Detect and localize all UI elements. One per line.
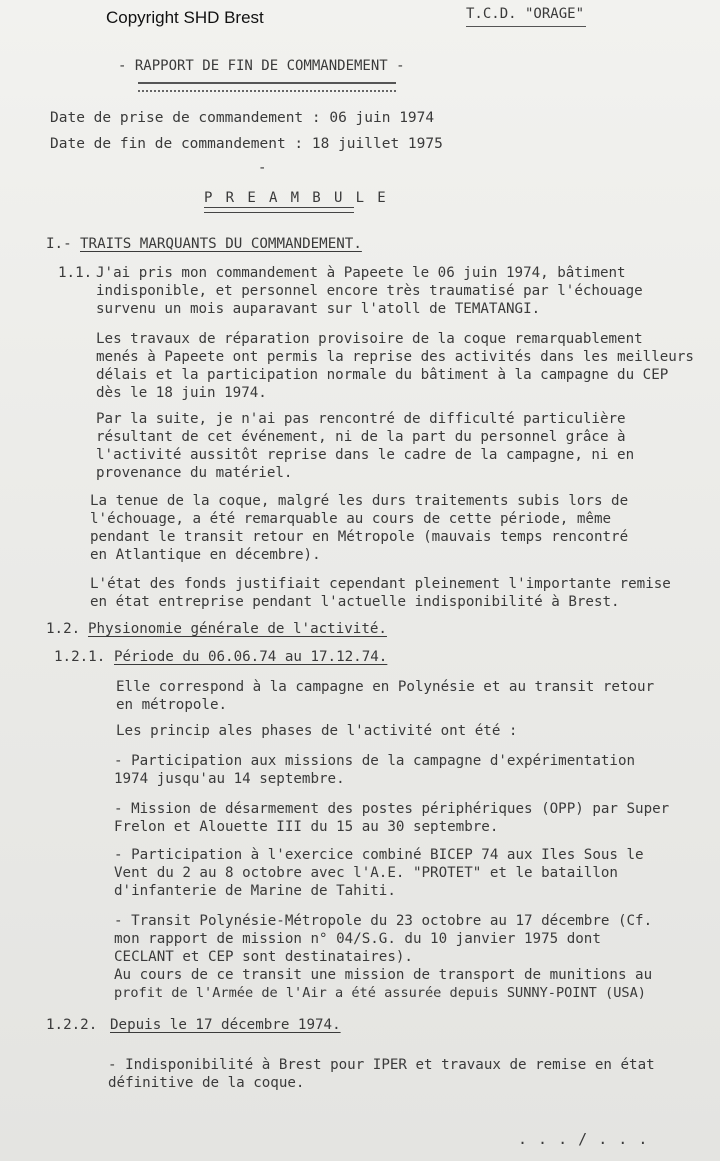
- s11-line-3: survenu un mois auparavant sur l'atoll de TEMATANGI.: [96, 301, 541, 317]
- ship-underline: [466, 26, 586, 27]
- phase-3-line-1: - Participation à l'exercice combiné BICEP 74 aux Iles Sous le: [114, 847, 644, 863]
- s11-line-2: indisponible, et personnel encore très traumatisé par l'échouage: [96, 283, 643, 299]
- phase-4-line-1: - Transit Polynésie-Métropole du 23 octobre au 17 décembre (Cf.: [114, 913, 653, 929]
- phase-2-line-2: Frelon et Alouette III du 15 au 30 septembre.: [114, 819, 499, 835]
- phase-1-line-1: - Participation aux missions de la campagne d'expérimentation: [114, 753, 636, 769]
- paragraph-1-line-1: Les travaux de réparation provisoire de la coque remarquablement: [96, 331, 643, 347]
- phase-4-line-5: profit de l'Armée de l'Air a été assurée depuis SUNNY-POINT (USA): [114, 985, 646, 1001]
- date-start: Date de prise de commandement : 06 juin 1974: [50, 110, 435, 126]
- paragraph-1-line-2: menés à Papeete ont permis la reprise des activités dans les meilleurs: [96, 349, 694, 365]
- paragraph-2-line-4: provenance du matériel.: [96, 465, 293, 481]
- section-1-2-1-number: 1.2.1.: [54, 649, 106, 665]
- phase-3-line-2: Vent du 2 au 8 octobre avec l'A.E. "PROTET" et le bataillon: [114, 865, 618, 881]
- paragraph-2-line-2: résultant de cet événement, ni de la part du personnel grâce à: [96, 429, 626, 445]
- s121-intro-line-1: Elle correspond à la campagne en Polynésie et au transit retour: [116, 679, 655, 695]
- page-continuation: . . . / . . .: [518, 1130, 649, 1148]
- phase-4-line-4: Au cours de ce transit une mission de transport de munitions au: [114, 967, 653, 983]
- preamble-rule: [204, 207, 354, 213]
- copyright-watermark: Copyright SHD Brest: [106, 8, 264, 27]
- paragraph-1-line-3: délais et la participation normale du bâtiment à la campagne du CEP: [96, 367, 669, 383]
- phase-4-line-3: CECLANT et CEP sont destinataires).: [114, 949, 413, 965]
- title-rule: [138, 82, 396, 92]
- ship-name: T.C.D. "ORAGE": [466, 6, 585, 22]
- section-1-number: I.-: [46, 236, 72, 252]
- paragraph-4-line-1: L'état des fonds justifiait cependant pleinement l'importante remise: [90, 576, 671, 592]
- s122-item-line-2: définitive de la coque.: [108, 1075, 305, 1091]
- section-1-2-number: 1.2.: [46, 621, 81, 637]
- report-title: - RAPPORT DE FIN DE COMMANDEMENT -: [118, 58, 405, 74]
- paragraph-2-line-3: l'activité aussitôt reprise dans le cadre de la campagne, ni en: [96, 447, 635, 463]
- section-1-2-2-heading: Depuis le 17 décembre 1974.: [110, 1017, 341, 1033]
- s121-intro-line-2: en métropole.: [116, 697, 228, 713]
- section-1-1-number: 1.1.: [58, 265, 93, 281]
- paragraph-2-line-1: Par la suite, je n'ai pas rencontré de difficulté particulière: [96, 411, 626, 427]
- s121-phases-intro: Les princip ales phases de l'activité ont été :: [116, 723, 518, 739]
- section-1-2-2-number: 1.2.2.: [46, 1017, 98, 1033]
- paragraph-3-line-1: La tenue de la coque, malgré les durs traitements subis lors de: [90, 493, 629, 509]
- paragraph-3-line-2: l'échouage, a été remarquable au cours de cette période, même: [90, 511, 612, 527]
- phase-2-line-1: - Mission de désarmement des postes périphériques (OPP) par Super: [114, 801, 670, 817]
- date-end: Date de fin de commandement : 18 juillet 1975: [50, 136, 443, 152]
- paragraph-3-line-4: en Atlantique en décembre).: [90, 547, 321, 563]
- phase-4-line-2: mon rapport de mission n° 04/S.G. du 10 janvier 1975 dont: [114, 931, 601, 947]
- preamble-title: P R E A M B U L E: [204, 190, 389, 206]
- section-1-2-1-heading: Période du 06.06.74 au 17.12.74.: [114, 649, 388, 665]
- phase-3-line-3: d'infanterie de Marine de Tahiti.: [114, 883, 396, 899]
- phase-1-line-2: 1974 jusqu'au 14 septembre.: [114, 771, 345, 787]
- paragraph-1-line-4: dès le 18 juin 1974.: [96, 385, 267, 401]
- section-1-heading: TRAITS MARQUANTS DU COMMANDEMENT.: [80, 236, 362, 252]
- paragraph-3-line-3: pendant le transit retour en Métropole (mauvais temps rencontré: [90, 529, 629, 545]
- separator-dash: -: [258, 160, 267, 176]
- paragraph-4-line-2: en état entreprise pendant l'actuelle indisponibilité à Brest.: [90, 594, 620, 610]
- section-1-2-heading: Physionomie générale de l'activité.: [88, 621, 387, 637]
- s122-item-line-1: - Indisponibilité à Brest pour IPER et travaux de remise en état: [108, 1057, 655, 1073]
- s11-line-1: J'ai pris mon commandement à Papeete le 06 juin 1974, bâtiment: [96, 265, 626, 281]
